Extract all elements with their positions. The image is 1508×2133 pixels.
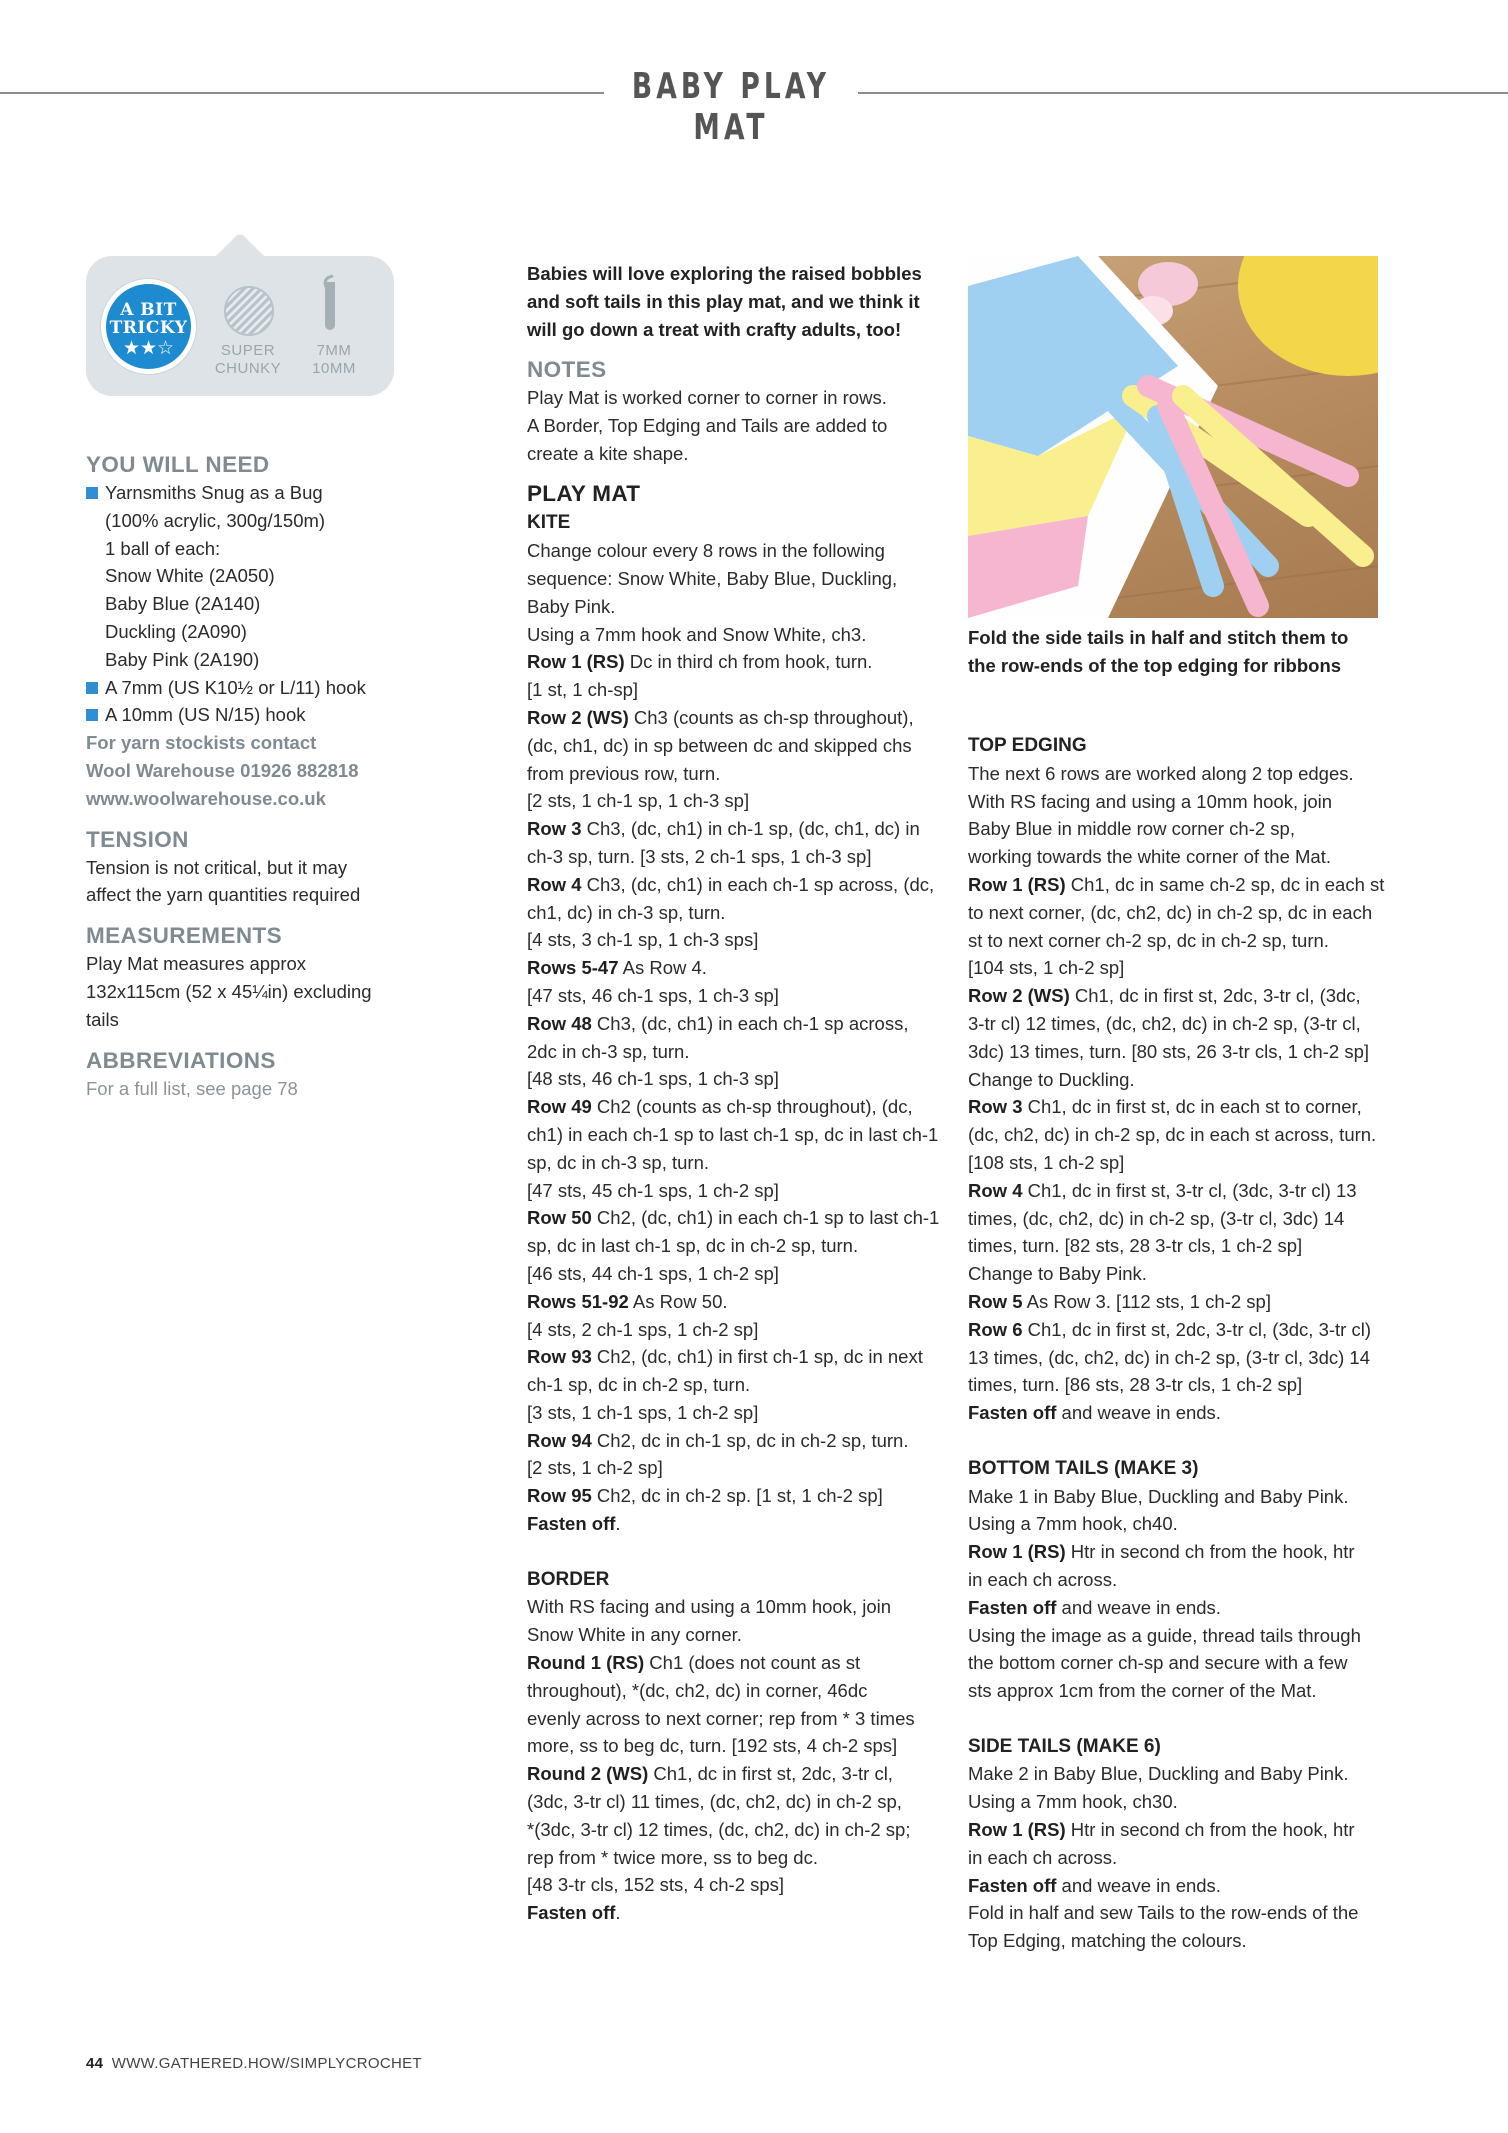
instruction-label: Fasten off bbox=[527, 1513, 616, 1535]
yarn-weight-label bbox=[212, 342, 284, 378]
colour-item: Baby Pink (2A190) bbox=[105, 648, 260, 670]
instruction-line bbox=[968, 927, 1388, 955]
notes-text: Play Mat is worked corner to corner in rows. bbox=[527, 387, 887, 408]
measurements-text: 132x115cm (52 x 45¼in) excluding bbox=[86, 980, 372, 1002]
instruction-line bbox=[527, 1454, 947, 1482]
instruction-text: st to next corner ch-2 sp, dc in ch-2 sp, turn. bbox=[968, 929, 1329, 951]
instruction-text: ch1, dc) in ch-3 sp, turn. bbox=[527, 901, 726, 923]
measurements-heading: MEASUREMENTS bbox=[86, 923, 283, 949]
instruction-text: Ch1, dc in same ch-2 sp, dc in each st bbox=[1065, 873, 1385, 895]
colour-item: Duckling (2A090) bbox=[105, 620, 247, 642]
instruction-line bbox=[527, 648, 947, 676]
instruction-line bbox=[527, 982, 947, 1010]
instruction-line bbox=[527, 1149, 947, 1177]
instruction-label: Row 1 (RS) bbox=[968, 1819, 1066, 1841]
instruction-line bbox=[527, 1177, 947, 1205]
instruction-text: . bbox=[615, 1513, 621, 1535]
kite-intro: Using a 7mm hook and Snow White, ch3. bbox=[527, 623, 867, 645]
instruction-text: Htr in second ch from the hook, htr bbox=[1065, 1819, 1355, 1841]
instruction-line bbox=[968, 760, 1388, 788]
instruction-text: Ch3 (counts as ch-sp throughout), bbox=[628, 706, 914, 728]
instruction-text: times, (dc, ch2, dc) in ch-2 sp, (3-tr cl, 3dc) 14 bbox=[968, 1207, 1345, 1229]
instruction-text: Change to Duckling. bbox=[968, 1068, 1135, 1090]
instruction-line bbox=[527, 1343, 947, 1371]
instruction-text: rep from * twice more, ss to beg dc. bbox=[527, 1846, 818, 1868]
instruction-line bbox=[968, 1622, 1388, 1650]
instruction-line bbox=[527, 1899, 947, 1927]
stockist-phone: Wool Warehouse 01926 882818 bbox=[86, 759, 359, 781]
instruction-text: sts approx 1cm from the corner of the Mat. bbox=[968, 1680, 1317, 1702]
instruction-line bbox=[968, 982, 1388, 1010]
instruction-text: *(3dc, 3-tr cl) 12 times, (dc, ch2, dc) in ch-2 sp; bbox=[527, 1818, 911, 1840]
instruction-text: (dc, ch1, dc) in sp between dc and skipped chs bbox=[527, 734, 912, 756]
instruction-line bbox=[527, 1677, 947, 1705]
page-title: BABY PLAY MAT bbox=[631, 66, 831, 148]
instruction-label: Row 95 bbox=[527, 1485, 592, 1507]
top-edging-rows bbox=[968, 760, 1388, 1427]
instruction-line bbox=[968, 1260, 1388, 1288]
instruction-text: Fold in half and sew Tails to the row-ends of the bbox=[968, 1902, 1359, 1924]
instruction-text: [47 sts, 45 ch-1 sps, 1 ch-2 sp] bbox=[527, 1179, 779, 1201]
instruction-text: 3dc) 13 times, turn. [80 sts, 26 3-tr cls, 1 ch-2 sp] bbox=[968, 1040, 1369, 1062]
instruction-text: Ch1 (does not count as st bbox=[644, 1652, 861, 1674]
instruction-line bbox=[968, 1288, 1388, 1316]
instruction-line bbox=[527, 1482, 947, 1510]
instruction-text: and weave in ends. bbox=[1056, 1874, 1221, 1896]
materials-yarn: Yarnsmiths Snug as a Bug bbox=[86, 479, 401, 507]
instruction-label: Row 2 (WS) bbox=[527, 706, 629, 728]
instruction-text: in each ch across. bbox=[968, 1568, 1118, 1590]
instruction-text: [1 st, 1 ch-sp] bbox=[527, 679, 639, 701]
instruction-line bbox=[527, 1788, 947, 1816]
instruction-text: working towards the white corner of the Mat. bbox=[968, 846, 1331, 868]
instruction-text: ch-3 sp, turn. [3 sts, 2 ch-1 sps, 1 ch-3 sp] bbox=[527, 845, 872, 867]
page-footer bbox=[86, 2055, 422, 2072]
instruction-text: Ch3, (dc, ch1) in ch-1 sp, (dc, ch1, dc) in bbox=[581, 818, 920, 840]
abbreviations-text: For a full list, see page 78 bbox=[86, 1077, 298, 1099]
instruction-label: Row 49 bbox=[527, 1096, 592, 1118]
instruction-line bbox=[527, 899, 947, 927]
bottom-tails-heading: BOTTOM TAILS (MAKE 3) bbox=[968, 1457, 1199, 1479]
top-edging-heading: TOP EDGING bbox=[968, 735, 1087, 756]
instruction-text: Using the image as a guide, thread tails through bbox=[968, 1624, 1361, 1646]
bottom-tails-rows bbox=[968, 1483, 1388, 1705]
instruction-text: Ch2, (dc, ch1) in first ch-1 sp, dc in next bbox=[591, 1346, 923, 1368]
instruction-line bbox=[527, 1510, 947, 1538]
instruction-text: times, turn. [82 sts, 28 3-tr cls, 1 ch-2 sp] bbox=[968, 1235, 1303, 1257]
instruction-text: Baby Blue in middle row corner ch-2 sp, bbox=[968, 818, 1295, 840]
instruction-text: Ch2, dc in ch-2 sp. [1 st, 1 ch-2 sp] bbox=[591, 1485, 883, 1507]
instruction-line bbox=[527, 1371, 947, 1399]
tension-text: affect the yarn quantities required bbox=[86, 884, 361, 906]
difficulty-label: A BIT TRICKY bbox=[109, 300, 188, 338]
instruction-text: [48 3-tr cls, 152 sts, 4 ch-2 sps] bbox=[527, 1874, 785, 1896]
instruction-text: Dc in third ch from hook, turn. bbox=[624, 651, 873, 673]
measurements-text: tails bbox=[86, 1008, 119, 1030]
instruction-line bbox=[968, 1371, 1388, 1399]
kite-intro: Baby Pink. bbox=[527, 595, 616, 617]
instruction-label: Fasten off bbox=[968, 1402, 1057, 1424]
abbreviations-heading: ABBREVIATIONS bbox=[86, 1047, 276, 1073]
tension-text: Tension is not critical, but it may bbox=[86, 856, 348, 878]
hook-size-line-2: 10MM bbox=[312, 360, 356, 377]
instruction-text: sp, dc in ch-3 sp, turn. bbox=[527, 1151, 710, 1173]
hook-size-label bbox=[306, 342, 362, 378]
instruction-label: Row 1 (RS) bbox=[968, 1541, 1066, 1563]
crochet-hook-icon bbox=[325, 282, 335, 330]
left-column bbox=[86, 451, 401, 1102]
instruction-text: Make 2 in Baby Blue, Duckling and Baby Pink. bbox=[968, 1763, 1349, 1785]
difficulty-stars-icon: ★★☆ bbox=[122, 338, 175, 359]
instruction-line bbox=[968, 899, 1388, 927]
instruction-line bbox=[527, 1399, 947, 1427]
instruction-line bbox=[968, 1066, 1388, 1094]
instruction-line bbox=[527, 1427, 947, 1455]
instruction-text: [48 sts, 46 ch-1 sps, 1 ch-3 sp] bbox=[527, 1068, 779, 1090]
instruction-text: and weave in ends. bbox=[1056, 1596, 1221, 1618]
instruction-line bbox=[968, 1677, 1388, 1705]
instruction-text: . bbox=[615, 1902, 621, 1924]
instruction-line bbox=[527, 871, 947, 899]
instruction-text: throughout), *(dc, ch2, dc) in corner, 46dc bbox=[527, 1679, 868, 1701]
instruction-line bbox=[968, 788, 1388, 816]
instruction-line bbox=[968, 1872, 1388, 1900]
instruction-text: Top Edging, matching the colours. bbox=[968, 1930, 1247, 1952]
colour-item: Baby Blue (2A140) bbox=[105, 593, 261, 615]
instruction-line bbox=[968, 1483, 1388, 1511]
yarn-weight-line-1: SUPER bbox=[220, 342, 276, 359]
instruction-text: With RS facing and using a 10mm hook, join bbox=[527, 1596, 892, 1618]
footer-url-link[interactable]: WWW.GATHERED.HOW/SIMPLYCROCHET bbox=[111, 2055, 422, 2072]
instruction-line bbox=[527, 1871, 947, 1899]
instruction-line bbox=[968, 1205, 1388, 1233]
middle-column bbox=[527, 260, 947, 1927]
instruction-line bbox=[527, 1093, 947, 1121]
instruction-line bbox=[968, 1899, 1388, 1927]
instruction-text: (3dc, 3-tr cl) 11 times, (dc, ch2, dc) in ch-2 sp, bbox=[527, 1791, 902, 1813]
instruction-text: to next corner, (dc, ch2, dc) in ch-2 sp, dc in each bbox=[968, 901, 1373, 923]
instruction-text: Make 1 in Baby Blue, Duckling and Baby Pink. bbox=[968, 1485, 1349, 1507]
instruction-line bbox=[527, 1121, 947, 1149]
instruction-text: the bottom corner ch-sp and secure with a few bbox=[968, 1652, 1348, 1674]
instruction-label: Row 4 bbox=[527, 873, 582, 895]
instruction-line bbox=[527, 1010, 947, 1038]
page-number: 44 bbox=[86, 2055, 104, 2072]
instruction-line bbox=[968, 954, 1388, 982]
header-rule-right bbox=[858, 92, 1508, 94]
instruction-text: [4 sts, 3 ch-1 sp, 1 ch-3 sps] bbox=[527, 929, 759, 951]
instruction-label: Row 6 bbox=[968, 1318, 1023, 1340]
instruction-line bbox=[527, 1705, 947, 1733]
notes-heading: NOTES bbox=[527, 357, 607, 382]
notes-text: create a kite shape. bbox=[527, 442, 689, 464]
instruction-line bbox=[968, 1594, 1388, 1622]
instruction-line bbox=[527, 1732, 947, 1760]
instruction-line bbox=[527, 843, 947, 871]
difficulty-badge bbox=[101, 279, 196, 374]
instruction-line bbox=[527, 1038, 947, 1066]
instruction-text: Ch2, (dc, ch1) in each ch-1 sp to last ch-1 bbox=[591, 1207, 940, 1229]
photo-illustration bbox=[968, 256, 1378, 618]
instruction-line bbox=[527, 1288, 947, 1316]
instruction-label: Row 94 bbox=[527, 1429, 592, 1451]
instruction-text: Ch2, dc in ch-1 sp, dc in ch-2 sp, turn. bbox=[591, 1429, 909, 1451]
header-rule-left bbox=[0, 92, 604, 94]
instruction-label: Round 1 (RS) bbox=[527, 1652, 645, 1674]
instruction-line bbox=[527, 1204, 947, 1232]
instruction-label: Row 5 bbox=[968, 1290, 1023, 1312]
instruction-text: As Row 50. bbox=[628, 1290, 728, 1312]
instruction-text: Ch3, (dc, ch1) in each ch-1 sp across, bbox=[591, 1012, 909, 1034]
instruction-line bbox=[968, 1177, 1388, 1205]
instruction-label: Round 2 (WS) bbox=[527, 1763, 649, 1785]
border-heading: BORDER bbox=[527, 1568, 610, 1590]
instruction-line bbox=[968, 1316, 1388, 1344]
instruction-label: Rows 51-92 bbox=[527, 1290, 629, 1312]
instruction-label: Row 93 bbox=[527, 1346, 592, 1368]
instruction-text: Using a 7mm hook, ch40. bbox=[968, 1513, 1178, 1535]
border-rows bbox=[527, 1593, 947, 1927]
yarn-weight-line-2: CHUNKY bbox=[214, 360, 282, 377]
instruction-text: [3 sts, 1 ch-1 sps, 1 ch-2 sp] bbox=[527, 1401, 759, 1423]
notes-text: A Border, Top Edging and Tails are added to bbox=[527, 414, 888, 436]
materials-ball-line: 1 ball of each: bbox=[105, 537, 221, 559]
instruction-text: ch1) in each ch-1 sp to last ch-1 sp, dc in last ch-1 bbox=[527, 1123, 939, 1145]
photo-caption-line: Fold the side tails in half and stitch them to bbox=[968, 627, 1349, 648]
instruction-line bbox=[527, 1816, 947, 1844]
instruction-line bbox=[968, 1149, 1388, 1177]
instruction-line bbox=[968, 1121, 1388, 1149]
instruction-text: [4 sts, 2 ch-1 sps, 1 ch-2 sp] bbox=[527, 1318, 759, 1340]
instruction-line bbox=[527, 926, 947, 954]
instruction-text: and weave in ends. bbox=[1056, 1402, 1221, 1424]
instruction-text: As Row 4. bbox=[618, 957, 707, 979]
you-will-need-heading: YOU WILL NEED bbox=[86, 452, 270, 477]
instruction-text: Ch2 (counts as ch-sp throughout), (dc, bbox=[591, 1096, 913, 1118]
instruction-text: sp, dc in last ch-1 sp, dc in ch-2 sp, turn. bbox=[527, 1235, 859, 1257]
instruction-line bbox=[527, 787, 947, 815]
instruction-line bbox=[527, 1593, 947, 1621]
kite-rows bbox=[527, 648, 947, 1538]
instruction-line bbox=[527, 1232, 947, 1260]
instruction-line bbox=[968, 1510, 1388, 1538]
instruction-text: ch-1 sp, dc in ch-2 sp, turn. bbox=[527, 1374, 751, 1396]
instruction-text: more, ss to beg dc, turn. [192 sts, 4 ch-2 sps] bbox=[527, 1735, 898, 1757]
instruction-label: Fasten off bbox=[527, 1902, 616, 1924]
instruction-text: Ch1, dc in first st, 2dc, 3-tr cl, (3dc, bbox=[1069, 985, 1361, 1007]
play-mat-photo bbox=[968, 256, 1378, 618]
yellow-cushion bbox=[1238, 256, 1378, 376]
kite-intro: sequence: Snow White, Baby Blue, Duckling, bbox=[527, 567, 898, 589]
instruction-line bbox=[527, 1844, 947, 1872]
instruction-text: The next 6 rows are worked along 2 top edges. bbox=[968, 762, 1354, 784]
kite-heading: KITE bbox=[527, 512, 571, 534]
measurements-text: Play Mat measures approx bbox=[86, 953, 307, 975]
instruction-line bbox=[968, 1038, 1388, 1066]
instruction-text: Htr in second ch from the hook, htr bbox=[1065, 1541, 1355, 1563]
instruction-text: [2 sts, 1 ch-2 sp] bbox=[527, 1457, 663, 1479]
instruction-line bbox=[527, 1760, 947, 1788]
instruction-line bbox=[968, 1927, 1388, 1955]
instruction-text: 3-tr cl) 12 times, (dc, ch2, dc) in ch-2 sp, (3-tr cl, bbox=[968, 1012, 1361, 1034]
materials-hook-10mm: A 10mm (US N/15) hook bbox=[86, 701, 401, 729]
instruction-line bbox=[527, 732, 947, 760]
instruction-label: Row 3 bbox=[527, 818, 582, 840]
instruction-line bbox=[527, 1621, 947, 1649]
instruction-line bbox=[968, 1816, 1388, 1844]
instruction-label: Row 50 bbox=[527, 1207, 592, 1229]
instruction-text: 2dc in ch-3 sp, turn. bbox=[527, 1040, 690, 1062]
colour-item: Snow White (2A050) bbox=[105, 565, 275, 587]
instruction-line bbox=[968, 1093, 1388, 1121]
instruction-line bbox=[968, 843, 1388, 871]
intro-text: will go down a treat with crafty adults, too! bbox=[527, 319, 902, 340]
instruction-label: Fasten off bbox=[968, 1874, 1057, 1896]
instruction-line bbox=[968, 1649, 1388, 1677]
photo-caption-line: the row-ends of the top edging for ribbons bbox=[968, 655, 1342, 676]
instruction-text: As Row 3. [112 sts, 1 ch-2 sp] bbox=[1022, 1290, 1271, 1312]
instruction-line bbox=[968, 871, 1388, 899]
instruction-line bbox=[968, 1010, 1388, 1038]
play-mat-heading: PLAY MAT bbox=[527, 481, 641, 507]
instruction-line bbox=[527, 704, 947, 732]
tension-heading: TENSION bbox=[86, 826, 189, 852]
instruction-line bbox=[527, 1065, 947, 1093]
instruction-text: [104 sts, 1 ch-2 sp] bbox=[968, 957, 1125, 979]
instruction-label: Row 48 bbox=[527, 1012, 592, 1034]
instruction-text: evenly across to next corner; rep from * 3 times bbox=[527, 1707, 915, 1729]
instruction-line bbox=[968, 1538, 1388, 1566]
instruction-line bbox=[968, 1566, 1388, 1594]
instruction-line bbox=[527, 676, 947, 704]
instruction-text: Ch1, dc in first st, dc in each st to corner, bbox=[1022, 1096, 1362, 1118]
instruction-text: Change to Baby Pink. bbox=[968, 1263, 1147, 1285]
instruction-label: Rows 5-47 bbox=[527, 957, 619, 979]
intro-text: and soft tails in this play mat, and we think it bbox=[527, 291, 920, 312]
instruction-text: (dc, ch2, dc) in ch-2 sp, dc in each st across, turn. bbox=[968, 1124, 1377, 1146]
instruction-text: Ch1, dc in first st, 2dc, 3-tr cl, bbox=[648, 1763, 893, 1785]
instruction-line bbox=[527, 954, 947, 982]
hook-size-line-1: 7MM bbox=[316, 342, 352, 359]
instruction-line bbox=[968, 1344, 1388, 1372]
instruction-text: times, turn. [86 sts, 28 3-tr cls, 1 ch-2 sp] bbox=[968, 1374, 1303, 1396]
instruction-line bbox=[527, 1316, 947, 1344]
instruction-line bbox=[527, 1649, 947, 1677]
instruction-text: Ch3, (dc, ch1) in each ch-1 sp across, (dc, bbox=[581, 873, 935, 895]
instruction-line bbox=[527, 815, 947, 843]
stockist-line: For yarn stockists contact bbox=[86, 732, 317, 754]
side-tails-heading: SIDE TAILS (MAKE 6) bbox=[968, 1735, 1161, 1757]
intro-text: Babies will love exploring the raised bobbles bbox=[527, 263, 922, 284]
right-column bbox=[968, 732, 1388, 1955]
side-tails-rows bbox=[968, 1760, 1388, 1955]
instruction-line bbox=[527, 1260, 947, 1288]
instruction-line bbox=[968, 1788, 1388, 1816]
instruction-text: [47 sts, 46 ch-1 sps, 1 ch-3 sp] bbox=[527, 984, 779, 1006]
instruction-line bbox=[968, 1760, 1388, 1788]
instruction-line bbox=[968, 1399, 1388, 1427]
instruction-text: With RS facing and using a 10mm hook, join bbox=[968, 790, 1333, 812]
instruction-text: [108 sts, 1 ch-2 sp] bbox=[968, 1151, 1125, 1173]
instruction-text: [2 sts, 1 ch-1 sp, 1 ch-3 sp] bbox=[527, 790, 750, 812]
instruction-text: Ch1, dc in first st, 3-tr cl, (3dc, 3-tr cl) 13 bbox=[1022, 1179, 1357, 1201]
instruction-line bbox=[968, 1232, 1388, 1260]
instruction-text: Ch1, dc in first st, 2dc, 3-tr cl, (3dc, 3-tr cl) bbox=[1022, 1318, 1371, 1340]
instruction-text: Snow White in any corner. bbox=[527, 1624, 742, 1646]
instruction-text: from previous row, turn. bbox=[527, 762, 721, 784]
stockist-website-link[interactable]: www.woolwarehouse.co.uk bbox=[86, 787, 326, 809]
photo-caption bbox=[968, 624, 1388, 680]
instruction-line bbox=[968, 815, 1388, 843]
instruction-label: Row 2 (WS) bbox=[968, 985, 1070, 1007]
materials-yarn-detail: (100% acrylic, 300g/150m) bbox=[105, 509, 326, 531]
instruction-label: Row 1 (RS) bbox=[527, 651, 625, 673]
instruction-label: Row 3 bbox=[968, 1096, 1023, 1118]
instruction-line bbox=[968, 1844, 1388, 1872]
instruction-text: [46 sts, 44 ch-1 sps, 1 ch-2 sp] bbox=[527, 1262, 779, 1284]
instruction-label: Row 1 (RS) bbox=[968, 873, 1066, 895]
instruction-text: 13 times, (dc, ch2, dc) in ch-2 sp, (3-tr cl, 3dc) 14 bbox=[968, 1346, 1371, 1368]
instruction-text: Using a 7mm hook, ch30. bbox=[968, 1791, 1178, 1813]
kite-intro: Change colour every 8 rows in the following bbox=[527, 540, 885, 562]
materials-hook-7mm: A 7mm (US K10½ or L/11) hook bbox=[86, 674, 401, 702]
instruction-line bbox=[527, 760, 947, 788]
yarn-ball-icon bbox=[224, 286, 274, 336]
instruction-label: Fasten off bbox=[968, 1596, 1057, 1618]
instruction-text: in each ch across. bbox=[968, 1846, 1118, 1868]
instruction-label: Row 4 bbox=[968, 1179, 1023, 1201]
